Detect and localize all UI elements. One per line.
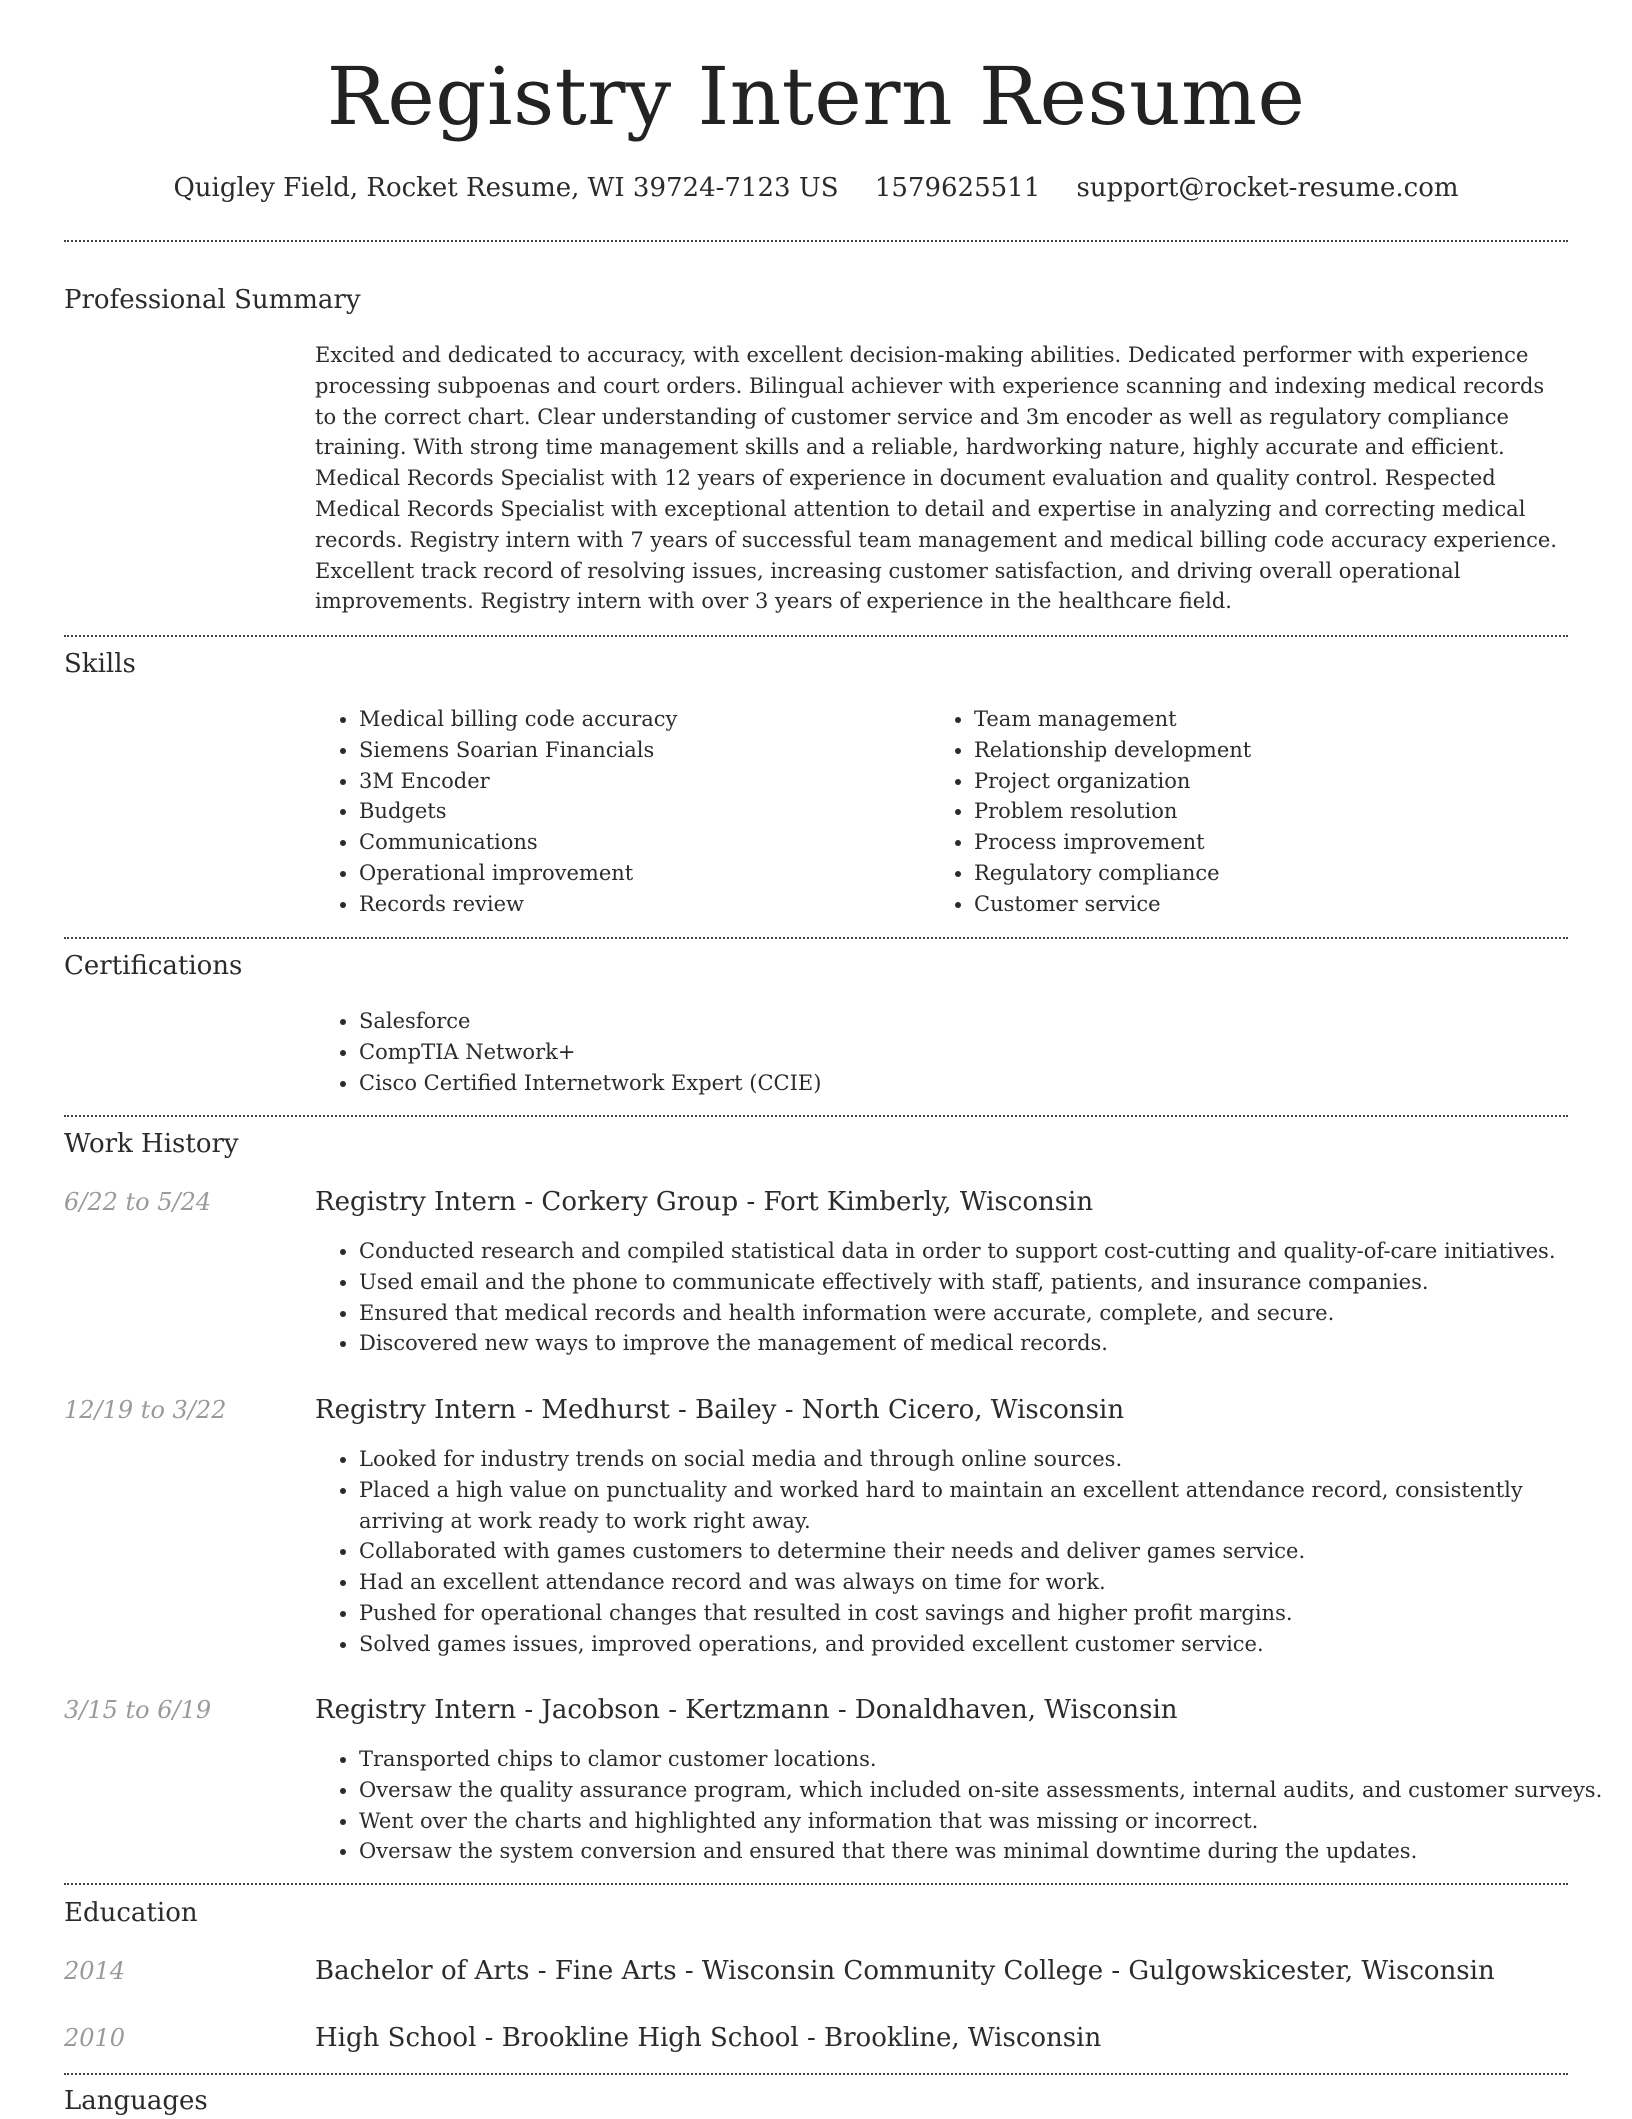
list-item: • Regulatory compliance <box>974 858 1574 889</box>
list-item: • Pushed for operational changes that resulted in cost savings and higher profit margins. <box>359 1598 1614 1629</box>
list-item: • Had an excellent attendance record and was always on time for work. <box>359 1567 1614 1598</box>
divider <box>64 2073 1568 2075</box>
list-item: • Transported chips to clamor customer locations. <box>359 1744 1614 1775</box>
education-date: 2014 <box>64 1957 126 1985</box>
list-item: • Collaborated with games customers to determine their needs and deliver games service. <box>359 1536 1614 1567</box>
job-bullets <box>315 1744 1614 1867</box>
list-item: • Salesforce <box>359 1006 1559 1037</box>
list-item: • Budgets <box>359 796 919 827</box>
list-item: • Ensured that medical records and health information were accurate, complete, and secure. <box>359 1298 1614 1329</box>
list-item: • Siemens Soarian Financials <box>359 735 919 766</box>
job-date: 6/22 to 5/24 <box>64 1188 212 1216</box>
job-title: Registry Intern - Corkery Group - Fort Kimberly, Wisconsin <box>315 1187 1094 1217</box>
divider <box>64 635 1568 637</box>
list-item: • Discovered new ways to improve the management of medical records. <box>359 1328 1614 1359</box>
job-date: 3/15 to 6/19 <box>64 1696 212 1724</box>
summary-text: Excited and dedicated to accuracy, with excellent decision-making abilities. Dedicated performer with experience processing subpoenas and court orders. Bilingual achiever with experience scanning and indexing medical records to the correct chart. Clear understanding of customer service and 3m encoder as well as regulatory compliance training. With strong time management skills and a reliable, hardworking nature, highly accurate and efficient. Medical Records Specialist with 12 years of experience in document evaluation and quality control. Respected Medical Records Specialist with exceptional attention to detail and expertise in analyzing and correcting medical records. Registry intern with 7 years of successful team management and medical billing code accuracy experience. Excellent track record of resolving issues, increasing customer satisfaction, and driving overall operational improvements. Registry intern with over 3 years of experience in the healthcare field. <box>315 343 1557 614</box>
education-title: Bachelor of Arts - Fine Arts - Wisconsin Community College - Gulgowskicester, Wisconsin <box>315 1956 1495 1986</box>
section-title-work-history: Work History <box>64 1129 239 1159</box>
certifications-list <box>315 1006 1559 1098</box>
list-item: • Used email and the phone to communicate effectively with staff, patients, and insurance companies. <box>359 1267 1614 1298</box>
list-item: • Went over the charts and highlighted any information that was missing or incorrect. <box>359 1806 1614 1837</box>
list-item: • Medical billing code accuracy <box>359 704 919 735</box>
job-title: Registry Intern - Medhurst - Bailey - North Cicero, Wisconsin <box>315 1395 1125 1425</box>
section-title-languages: Languages <box>64 2086 208 2116</box>
divider <box>64 1883 1568 1885</box>
divider <box>64 1115 1568 1117</box>
list-item: • Oversaw the quality assurance program, which included on-site assessments, internal audits, and customer surveys. <box>359 1775 1614 1806</box>
list-item: • Cisco Certified Internetwork Expert (CCIE) <box>359 1068 1559 1099</box>
resume-title: Registry Intern Resume <box>326 50 1306 143</box>
list-item: • Solved games issues, improved operations, and provided excellent customer service. <box>359 1629 1614 1660</box>
list-item: • Communications <box>359 827 919 858</box>
list-item: • Oversaw the system conversion and ensured that there was minimal downtime during the updates. <box>359 1836 1614 1867</box>
list-item: • Looked for industry trends on social media and through online sources. <box>359 1444 1614 1475</box>
list-item: • Conducted research and compiled statistical data in order to support cost-cutting and quality-of-care initiatives. <box>359 1236 1614 1267</box>
section-title-certifications: Certifications <box>64 951 243 981</box>
job-title: Registry Intern - Jacobson - Kertzmann - Donaldhaven, Wisconsin <box>315 1695 1178 1725</box>
job-date: 12/19 to 3/22 <box>64 1396 227 1424</box>
divider <box>64 240 1568 242</box>
list-item: • Process improvement <box>974 827 1574 858</box>
job-bullets <box>315 1236 1614 1359</box>
list-item: • CompTIA Network+ <box>359 1037 1559 1068</box>
job-bullets <box>315 1444 1614 1660</box>
list-item: • Operational improvement <box>359 858 919 889</box>
divider <box>64 937 1568 939</box>
education-title: High School - Brookline High School - Brookline, Wisconsin <box>315 2023 1102 2053</box>
section-title-education: Education <box>64 1898 198 1928</box>
list-item: • Records review <box>359 889 919 920</box>
section-title-summary: Professional Summary <box>64 285 361 315</box>
skills-list-left <box>315 704 919 920</box>
list-item: • Relationship development <box>974 735 1574 766</box>
list-item: • Problem resolution <box>974 796 1574 827</box>
list-item: • Project organization <box>974 766 1574 797</box>
skills-list-right <box>930 704 1574 920</box>
list-item: • Customer service <box>974 889 1574 920</box>
list-item: • 3M Encoder <box>359 766 919 797</box>
contact-address: Quigley Field, Rocket Resume, WI 39724-7123 US <box>173 173 839 203</box>
contact-line <box>0 170 1632 206</box>
education-date: 2010 <box>64 2024 126 2052</box>
section-title-skills: Skills <box>64 649 136 679</box>
contact-email: support@rocket-resume.com <box>1076 173 1459 203</box>
list-item: • Placed a high value on punctuality and worked hard to maintain an excellent attendance record, consistently arriving at work ready to work right away. <box>359 1475 1614 1537</box>
list-item: • Team management <box>974 704 1574 735</box>
contact-phone: 1579625511 <box>874 173 1041 203</box>
